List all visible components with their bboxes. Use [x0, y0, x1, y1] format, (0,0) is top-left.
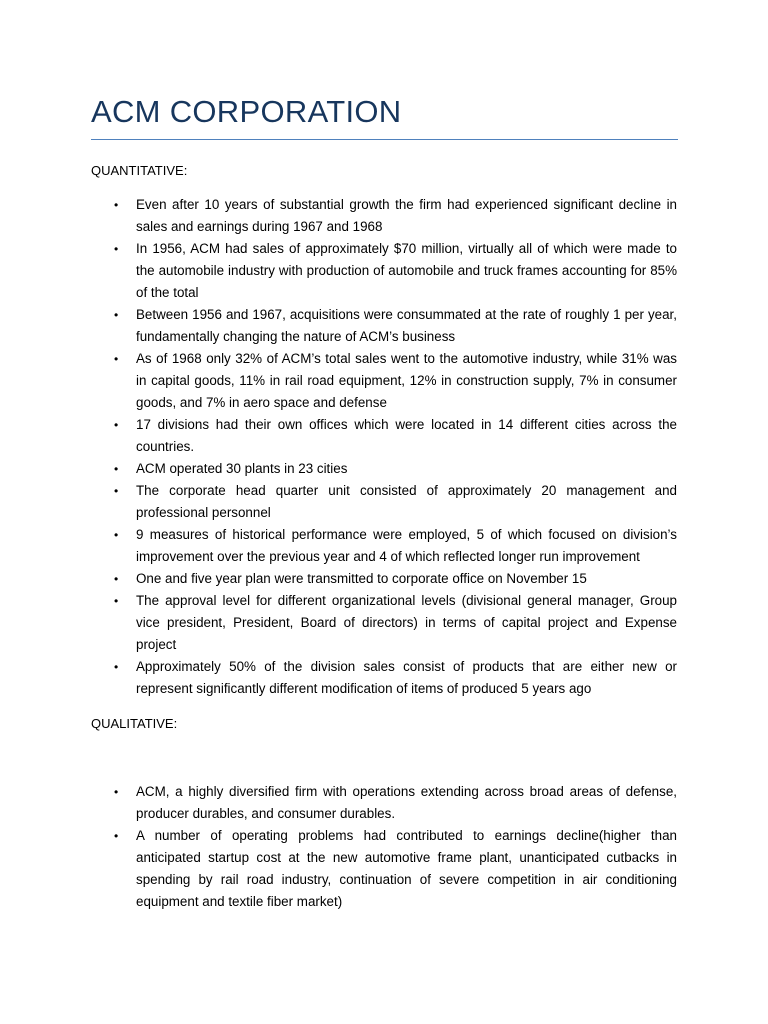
list-item-text: In 1956, ACM had sales of approximately $70 million, virtually all of which were made to the automobile industry with production of automobile and truck frames accounting for 85% of the total	[136, 241, 677, 300]
bullet-icon: •	[114, 418, 119, 432]
list-item	[114, 656, 677, 700]
list-item-text: The corporate head quarter unit consisted of approximately 20 management and professional personnel	[136, 483, 677, 520]
bullet-icon: •	[114, 352, 119, 366]
list-item	[114, 458, 677, 480]
quantitative-heading: QUANTITATIVE:	[91, 163, 188, 178]
list-item	[114, 590, 677, 656]
list-item-text: As of 1968 only 32% of ACM’s total sales went to the automotive industry, while 31% was in capital goods, 11% in rail road equipment, 12% in construction supply, 7% in consumer goods, and 7% in aero space and defense	[136, 351, 677, 410]
list-item	[114, 524, 677, 568]
list-item-text: Between 1956 and 1967, acquisitions were consummated at the rate of roughly 1 per year, fundamentally changing the nature of ACM’s business	[136, 307, 677, 344]
qualitative-heading: QUALITATIVE:	[91, 716, 178, 731]
bullet-icon: •	[114, 484, 119, 498]
list-item	[114, 568, 677, 590]
list-item-text: Even after 10 years of substantial growth the firm had experienced significant decline in sales and earnings during 1967 and 1968	[136, 197, 677, 234]
list-item	[114, 304, 677, 348]
list-item-text: The approval level for different organizational levels (divisional general manager, Group vice president, President, Board of directors) in terms of capital project and Expense project	[136, 593, 677, 652]
list-item	[114, 781, 677, 825]
bullet-icon: •	[114, 785, 119, 799]
bullet-icon: •	[114, 242, 119, 256]
bullet-icon: •	[114, 660, 119, 674]
list-item	[114, 194, 677, 238]
list-item	[114, 825, 677, 913]
bullet-icon: •	[114, 594, 119, 608]
list-item	[114, 414, 677, 458]
list-item	[114, 480, 677, 524]
list-item-text: ACM operated 30 plants in 23 cities	[136, 461, 348, 476]
title-underline	[91, 139, 678, 140]
document-title: ACM CORPORATION	[91, 94, 402, 129]
list-item-text: ACM, a highly diversified firm with operations extending across broad areas of defense, producer durables, and consumer durables.	[136, 784, 677, 821]
list-item-text: 17 divisions had their own offices which were located in 14 different cities across the countries.	[136, 417, 677, 454]
list-item-text: 9 measures of historical performance were employed, 5 of which focused on division’s improvement over the previous year and 4 of which reflected longer run improvement	[136, 527, 677, 564]
list-item-text: One and five year plan were transmitted to corporate office on November 15	[136, 571, 587, 586]
bullet-icon: •	[114, 198, 119, 212]
bullet-icon: •	[114, 829, 119, 843]
list-item-text: A number of operating problems had contributed to earnings decline(higher than anticipated startup cost at the new automotive frame plant, unanticipated cutbacks in spending by rail road industry, continuation of severe competition in air conditioning equipment and textile fiber market)	[136, 828, 677, 909]
bullet-icon: •	[114, 308, 119, 322]
list-item	[114, 238, 677, 304]
qualitative-list	[114, 781, 677, 913]
list-item-text: Approximately 50% of the division sales consist of products that are either new or represent significantly different modification of items of produced 5 years ago	[136, 659, 677, 696]
bullet-icon: •	[114, 528, 119, 542]
list-item	[114, 348, 677, 414]
quantitative-list	[114, 194, 677, 700]
bullet-icon: •	[114, 572, 119, 586]
bullet-icon: •	[114, 462, 119, 476]
